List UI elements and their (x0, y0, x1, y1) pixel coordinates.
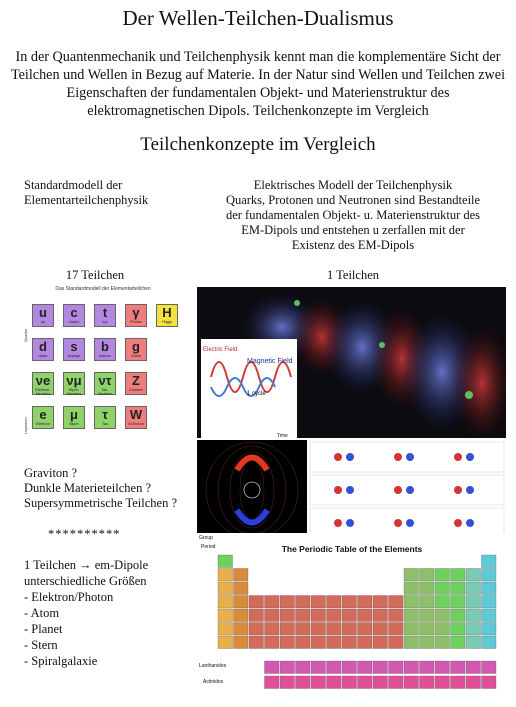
particle-symbol: e (39, 407, 47, 422)
element-cell (466, 636, 481, 649)
element-cell (451, 636, 466, 649)
particle-name: charm (68, 320, 80, 324)
element-cell (342, 596, 357, 609)
standard-model-chart (24, 284, 182, 444)
hypothetical-item: Supersymmetrische Teilchen ? (24, 496, 178, 510)
element-cell (482, 596, 497, 609)
particle-name: Elektron-Neutrino (35, 388, 51, 396)
element-cell (404, 596, 419, 609)
element-cell (327, 676, 342, 689)
element-cell (482, 609, 497, 622)
element-cell (358, 636, 373, 649)
element-cell (373, 676, 388, 689)
element-cell (373, 636, 388, 649)
element-cell (296, 636, 311, 649)
particle-symbol: s (70, 339, 78, 354)
element-cell (389, 661, 404, 674)
element-cell (296, 596, 311, 609)
element-cell (342, 636, 357, 649)
element-cell (373, 596, 388, 609)
element-cell (389, 636, 404, 649)
particle-symbol: H (162, 305, 172, 320)
element-cell (234, 582, 249, 595)
element-cell (234, 609, 249, 622)
left-count: 17 Teilchen (65, 268, 125, 282)
element-cell (280, 676, 295, 689)
particle-cell (32, 406, 54, 429)
element-cell (404, 636, 419, 649)
element-cell (420, 596, 435, 609)
element-cell (389, 596, 404, 609)
particle-name: Elektron (36, 422, 50, 426)
particle-symbol: d (39, 339, 47, 354)
element-cell (311, 596, 326, 609)
particle-name: Myon (69, 422, 79, 426)
right-heading-line: der fundamentalen Objekt- u. Materienstruktur des (225, 208, 481, 222)
element-cell (389, 623, 404, 636)
element-cell (358, 609, 373, 622)
dipole-line: - Stern (24, 638, 58, 652)
time-label: Time (277, 433, 288, 438)
element-cell (435, 676, 450, 689)
element-cell (420, 676, 435, 689)
element-cell (466, 676, 481, 689)
leptons-side-label: Leptonen (23, 417, 28, 434)
element-cell (358, 623, 373, 636)
periodic-table-illustration (197, 533, 506, 701)
element-cell (296, 661, 311, 674)
element-cell (420, 661, 435, 674)
separator: ********** (48, 527, 121, 541)
element-cell (451, 661, 466, 674)
element-cell (327, 596, 342, 609)
particle-symbol: νe (35, 373, 51, 388)
dipole-list (24, 557, 148, 669)
element-cell (327, 636, 342, 649)
element-cell (280, 636, 295, 649)
element-cell (435, 582, 450, 595)
element-cell (218, 555, 233, 568)
element-cell (280, 623, 295, 636)
right-heading-line: Quarks, Protonen und Neutronen sind Bestandteile (225, 193, 481, 207)
particle-symbol: γ (132, 305, 140, 320)
period-label: Period (201, 544, 216, 550)
particle-name: Z-Boson (128, 388, 144, 392)
element-cell (265, 623, 280, 636)
particle-symbol: t (102, 305, 108, 320)
element-cell (404, 676, 419, 689)
particle-cell (125, 372, 147, 395)
particle-cell (63, 372, 85, 395)
element-cell (218, 636, 233, 649)
atom-models-illustration (308, 440, 506, 540)
element-cell (218, 582, 233, 595)
hypothetical-particles (24, 466, 177, 511)
dipole-line: unterschiedliche Größen (24, 574, 147, 588)
element-cell (234, 569, 249, 582)
element-cell (373, 623, 388, 636)
element-cell (342, 623, 357, 636)
element-cell (466, 596, 481, 609)
element-cell (218, 569, 233, 582)
element-cell (280, 609, 295, 622)
particle-cell (156, 304, 178, 327)
element-cell (296, 609, 311, 622)
electric-field-label: Electric Field (203, 347, 238, 353)
particle-name: bottom (99, 354, 111, 358)
element-cell (466, 609, 481, 622)
element-cell (451, 676, 466, 689)
dipole-line: 1 Teilchen → em-Dipole (24, 558, 149, 572)
particle-symbol: τ (102, 407, 108, 422)
element-cell (265, 636, 280, 649)
hypothetical-item: Graviton ? (24, 466, 78, 480)
particle-symbol: g (132, 339, 140, 354)
element-cell (482, 623, 497, 636)
element-cell (482, 636, 497, 649)
element-cell (265, 609, 280, 622)
element-cell (435, 623, 450, 636)
dipole-line: - Planet (24, 622, 63, 636)
element-cell (218, 623, 233, 636)
left-heading (24, 178, 194, 208)
section-subtitle: Teilchenkonzepte im Vergleich (140, 134, 376, 155)
particle-symbol: W (129, 407, 143, 422)
element-cell (358, 661, 373, 674)
element-cell (373, 609, 388, 622)
element-cell (296, 676, 311, 689)
particle-cell (94, 338, 116, 361)
dipole-line: - Atom (24, 606, 60, 620)
particle-cell (125, 338, 147, 361)
particle-cell (94, 304, 116, 327)
quarks-side-label: Quarks (23, 329, 28, 342)
element-cell (311, 609, 326, 622)
element-cell (435, 596, 450, 609)
right-heading-line: Elektrisches Modell der Teilchenphysik (253, 178, 453, 192)
element-cell (451, 596, 466, 609)
element-cell (435, 661, 450, 674)
particle-symbol: μ (70, 407, 78, 422)
element-cell (218, 609, 233, 622)
particle-cell (63, 406, 85, 429)
dipole-line: - Elektron/Photon (24, 590, 114, 604)
element-cell (327, 661, 342, 674)
dipole-line: - Spiralgalaxie (24, 654, 98, 668)
element-cell (389, 609, 404, 622)
element-cell (249, 623, 264, 636)
intro-paragraph: In der Quantenmechanik und Teilchenphysik kennt man die komplementäre Sicht der Teilchen und Wellen in Bezug auf Materie. In der Natur sind Wellen und Teilchen zwei Eigenschaften der fundamentalen Objekt- und Materienstruktur des elektromagnetischen Dipols. Teilchenkonzepte im Vergleich (10, 49, 506, 119)
element-cell (451, 582, 466, 595)
particle-name: Photon (129, 320, 143, 324)
particle-symbol: ντ (98, 373, 112, 388)
element-cell (482, 555, 497, 568)
particle-name: W-Boson (128, 422, 144, 426)
element-cell (327, 623, 342, 636)
left-heading-line: Elementarteilchenphysik (24, 193, 149, 207)
element-cell (404, 569, 419, 582)
element-cell (358, 596, 373, 609)
element-cell (249, 596, 264, 609)
element-cell (420, 582, 435, 595)
particle-name: top (102, 320, 108, 324)
particle-cell (32, 372, 54, 395)
element-cell (218, 596, 233, 609)
right-heading (200, 178, 506, 253)
standard-model-header: Das Standardmodell der Elementarteilchen (55, 286, 151, 292)
particle-name: Tau (101, 422, 109, 426)
element-cell (311, 623, 326, 636)
element-cell (482, 569, 497, 582)
element-cell (420, 609, 435, 622)
element-cell (420, 569, 435, 582)
element-cell (404, 582, 419, 595)
dipole-field-illustration (197, 440, 307, 540)
particle-name: up (40, 320, 46, 324)
particle-symbol: Z (132, 373, 140, 388)
particle-symbol: b (101, 339, 109, 354)
element-cell (451, 569, 466, 582)
one-cycle-label: 1 cycle (247, 391, 266, 397)
particle-cell (94, 372, 116, 395)
element-cell (420, 623, 435, 636)
particle-cell (32, 338, 54, 361)
particle-cell (125, 406, 147, 429)
element-cell (435, 569, 450, 582)
right-count: 1 Teilchen (326, 268, 379, 282)
element-cell (482, 582, 497, 595)
particle-name: Higgs (162, 320, 172, 324)
element-cell (249, 609, 264, 622)
element-cell (296, 623, 311, 636)
particle-symbol: c (70, 305, 78, 320)
element-cell (234, 623, 249, 636)
element-cell (451, 623, 466, 636)
em-wave-illustration (197, 287, 506, 438)
actinides-label: Actinides (203, 679, 224, 685)
element-cell (404, 661, 419, 674)
element-cell (249, 636, 264, 649)
element-cell (342, 661, 357, 674)
element-cell (234, 596, 249, 609)
element-cell (311, 636, 326, 649)
element-cell (280, 661, 295, 674)
atom-models-image (308, 440, 506, 540)
element-cell (342, 609, 357, 622)
particle-cell (94, 406, 116, 429)
element-cell (280, 596, 295, 609)
element-cell (389, 676, 404, 689)
em-wave-image (197, 287, 506, 438)
element-cell (234, 636, 249, 649)
element-cell (265, 676, 280, 689)
particle-name: down (38, 354, 48, 358)
element-cell (373, 661, 388, 674)
element-cell (466, 623, 481, 636)
particle-cell (32, 304, 54, 327)
particle-cell (125, 304, 147, 327)
particle-name: Tau-Neutrino (97, 388, 113, 396)
periodic-table-image (197, 533, 506, 701)
element-cell (482, 661, 497, 674)
element-cell (311, 661, 326, 674)
element-cell (404, 609, 419, 622)
hypothetical-item: Dunkle Materieteilchen ? (24, 481, 152, 495)
element-cell (451, 609, 466, 622)
particle-name: Gluon (130, 354, 142, 358)
right-heading-line: EM-Dipols und entstehen u zerfallen mit der (241, 223, 465, 237)
group-label: Group (199, 535, 213, 541)
element-cell (311, 676, 326, 689)
element-cell (327, 609, 342, 622)
element-cell (265, 596, 280, 609)
element-cell (435, 636, 450, 649)
element-cell (466, 582, 481, 595)
element-cell (466, 569, 481, 582)
element-cell (342, 676, 357, 689)
particle-name: strange (67, 354, 81, 358)
magnetic-field-label: Magnetic Field (247, 358, 293, 365)
element-cell (466, 661, 481, 674)
lanthanides-label: Lanthanides (199, 663, 227, 669)
particle-cell (63, 304, 85, 327)
particle-name: Myon-Neutrino (66, 388, 82, 396)
element-cell (482, 676, 497, 689)
right-heading-line: Existenz des EM-Dipols (291, 238, 415, 252)
periodic-table-title: The Periodic Table of the Elements (281, 544, 423, 554)
element-cell (435, 609, 450, 622)
particle-symbol: u (39, 305, 47, 320)
left-heading-line: Standardmodell der (24, 178, 123, 192)
element-cell (420, 636, 435, 649)
particle-symbol: νμ (66, 373, 82, 388)
element-cell (358, 676, 373, 689)
element-cell (265, 661, 280, 674)
dipole-field-image (197, 440, 307, 540)
page-title: Der Wellen-Teilchen-Dualismus (122, 6, 394, 30)
particle-cell (63, 338, 85, 361)
element-cell (404, 623, 419, 636)
